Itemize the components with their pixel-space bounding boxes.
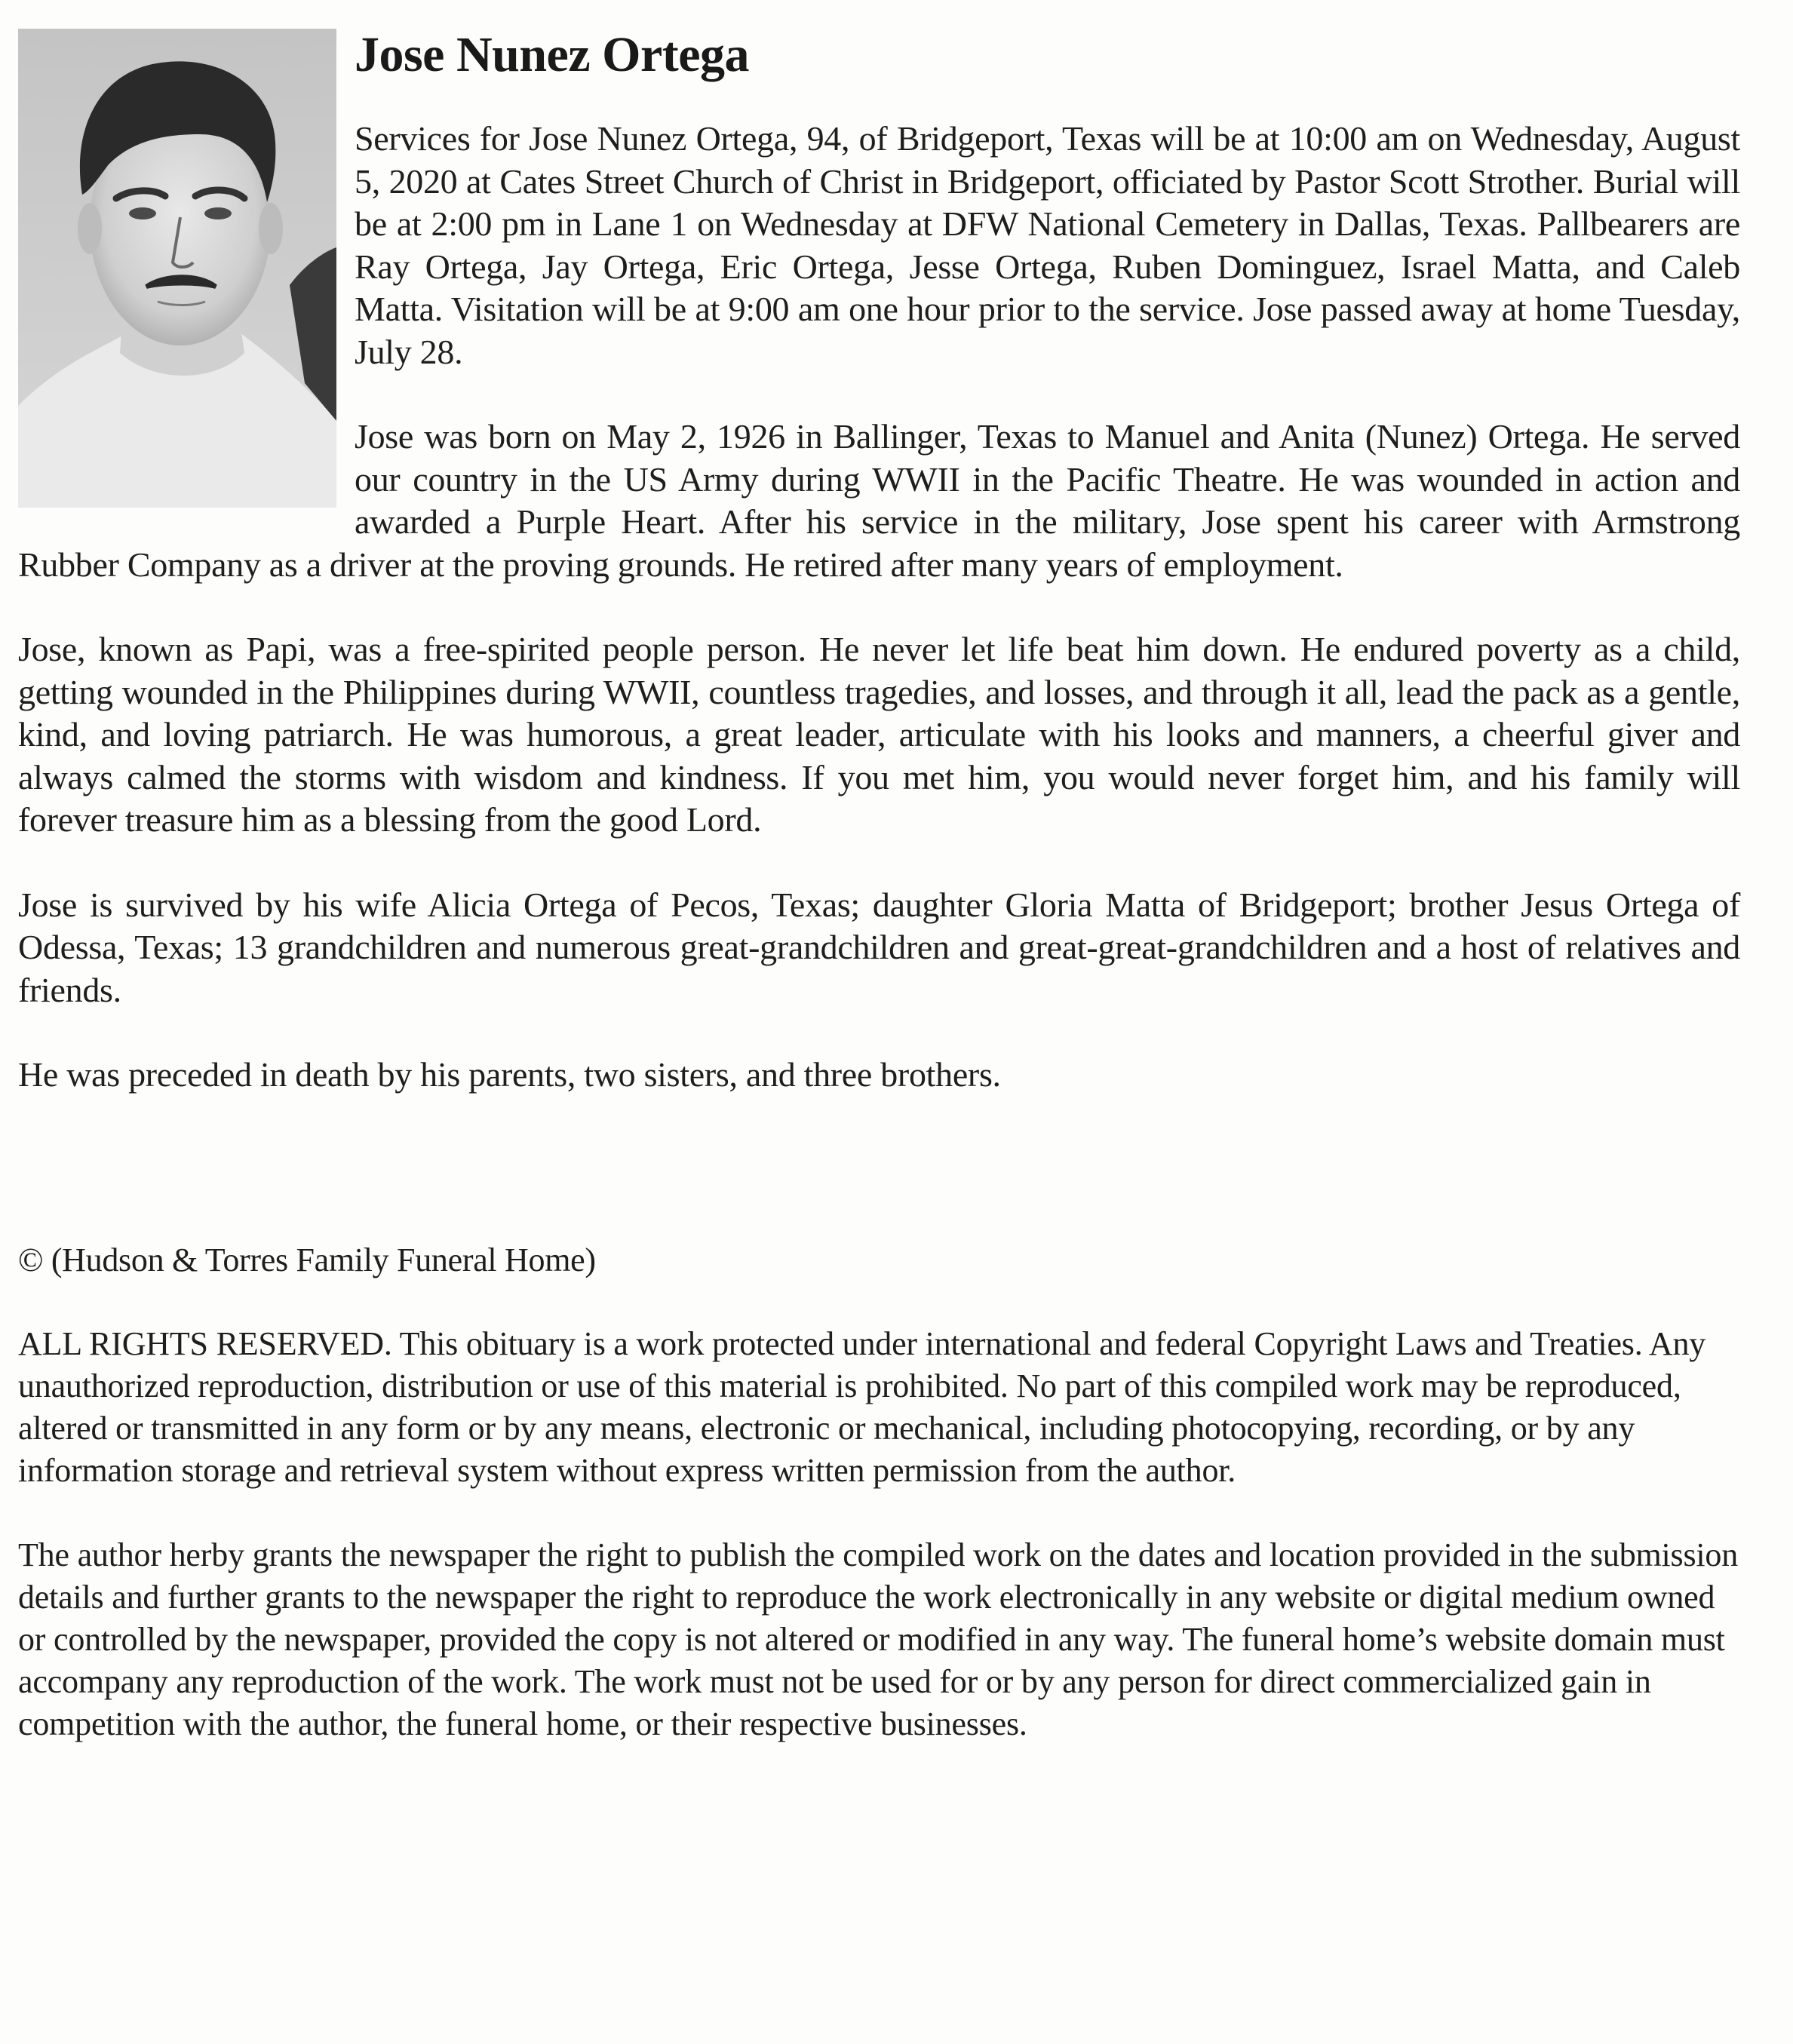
portrait-photo [18, 29, 336, 508]
portrait-image-icon [18, 29, 336, 508]
copyright-notice: © (Hudson & Torres Family Funeral Home) [18, 1241, 596, 1278]
preceded-paragraph: He was preceded in death by his parents, two sisters, and three brothers. [18, 1055, 1001, 1094]
services-paragraph: Services for Jose Nunez Ortega, 94, of Bridgeport, Texas will be at 10:00 am on Wednesday, August 5, 2020 at Cates Street Church of Christ in Bridgeport, officiated by Pastor Scott Strother. Burial will be at 2:00 pm in Lane 1 on Wednesday at DFW National Cemetery in Dallas, Texas. Pallbearers are Ray Ortega, Jay Ortega, Eric Ortega, Jesse Ortega, Ruben Dominguez, Israel Matta, and Caleb Matta. Visitation will be at 9:00 am one hour prior to the service. Jose passed away at home Tuesday, July 28. [355, 119, 1740, 371]
obituary-title: Jose Nunez Ortega [355, 27, 750, 82]
biography-paragraph: Jose was born on May 2, 1926 in Ballinger, Texas to Manuel and Anita (Nunez) Ortega. He served our country in the US Army during WWII in the Pacific Theatre. He was wounded in action and awarded a Purple Heart. After his service in the military, Jose spent his career with Armstrong Rubber Company as a driver at the proving grounds. He retired after many years of employment. [18, 417, 1740, 584]
rights-reserved-paragraph: ALL RIGHTS RESERVED. This obituary is a work protected under international and federal Copyright Laws and Treaties. Any unauthorized reproduction, distribution or use of this material is prohibited. No part of this compiled work may be reproduced, altered or transmitted in any form or by any means, electronic or mechanical, including photocopying, recording, or by any information storage and retrieval system without express written permission from the author. [18, 1324, 1706, 1489]
obituary-page [18, 29, 1740, 1745]
publication-grant-paragraph: The author herby grants the newspaper the right to publish the compiled work on the dates and location provided in the submission details and further grants to the newspaper the right to reproduce the work electronically in any website or digital medium owned or controlled by the newspaper, provided the copy is not altered or modified in any way. The funeral home’s website domain must accompany any reproduction of the work. The work must not be used for or by any person for direct commercialized gain in competition with the author, the funeral home, or their respective businesses. [18, 1536, 1739, 1742]
survivors-paragraph: Jose is survived by his wife Alicia Ortega of Pecos, Texas; daughter Gloria Matta of Bridgeport; brother Jesus Ortega of Odessa, Texas; 13 grandchildren and numerous great-grandchildren and great-great-grandchildren and a host of relatives and friends. [18, 885, 1740, 1009]
personality-paragraph: Jose, known as Papi, was a free-spirited people person. He never let life beat him down. He endured poverty as a child, getting wounded in the Philippines during WWII, countless tragedies, and losses, and through it all, lead the pack as a gentle, kind, and loving patriarch. He was humorous, a great leader, articulate with his looks and manners, a cheerful giver and always calmed the storms with wisdom and kindness. If you met him, you would never forget him, and his family will forever treasure him as a blessing from the good Lord. [18, 630, 1740, 839]
